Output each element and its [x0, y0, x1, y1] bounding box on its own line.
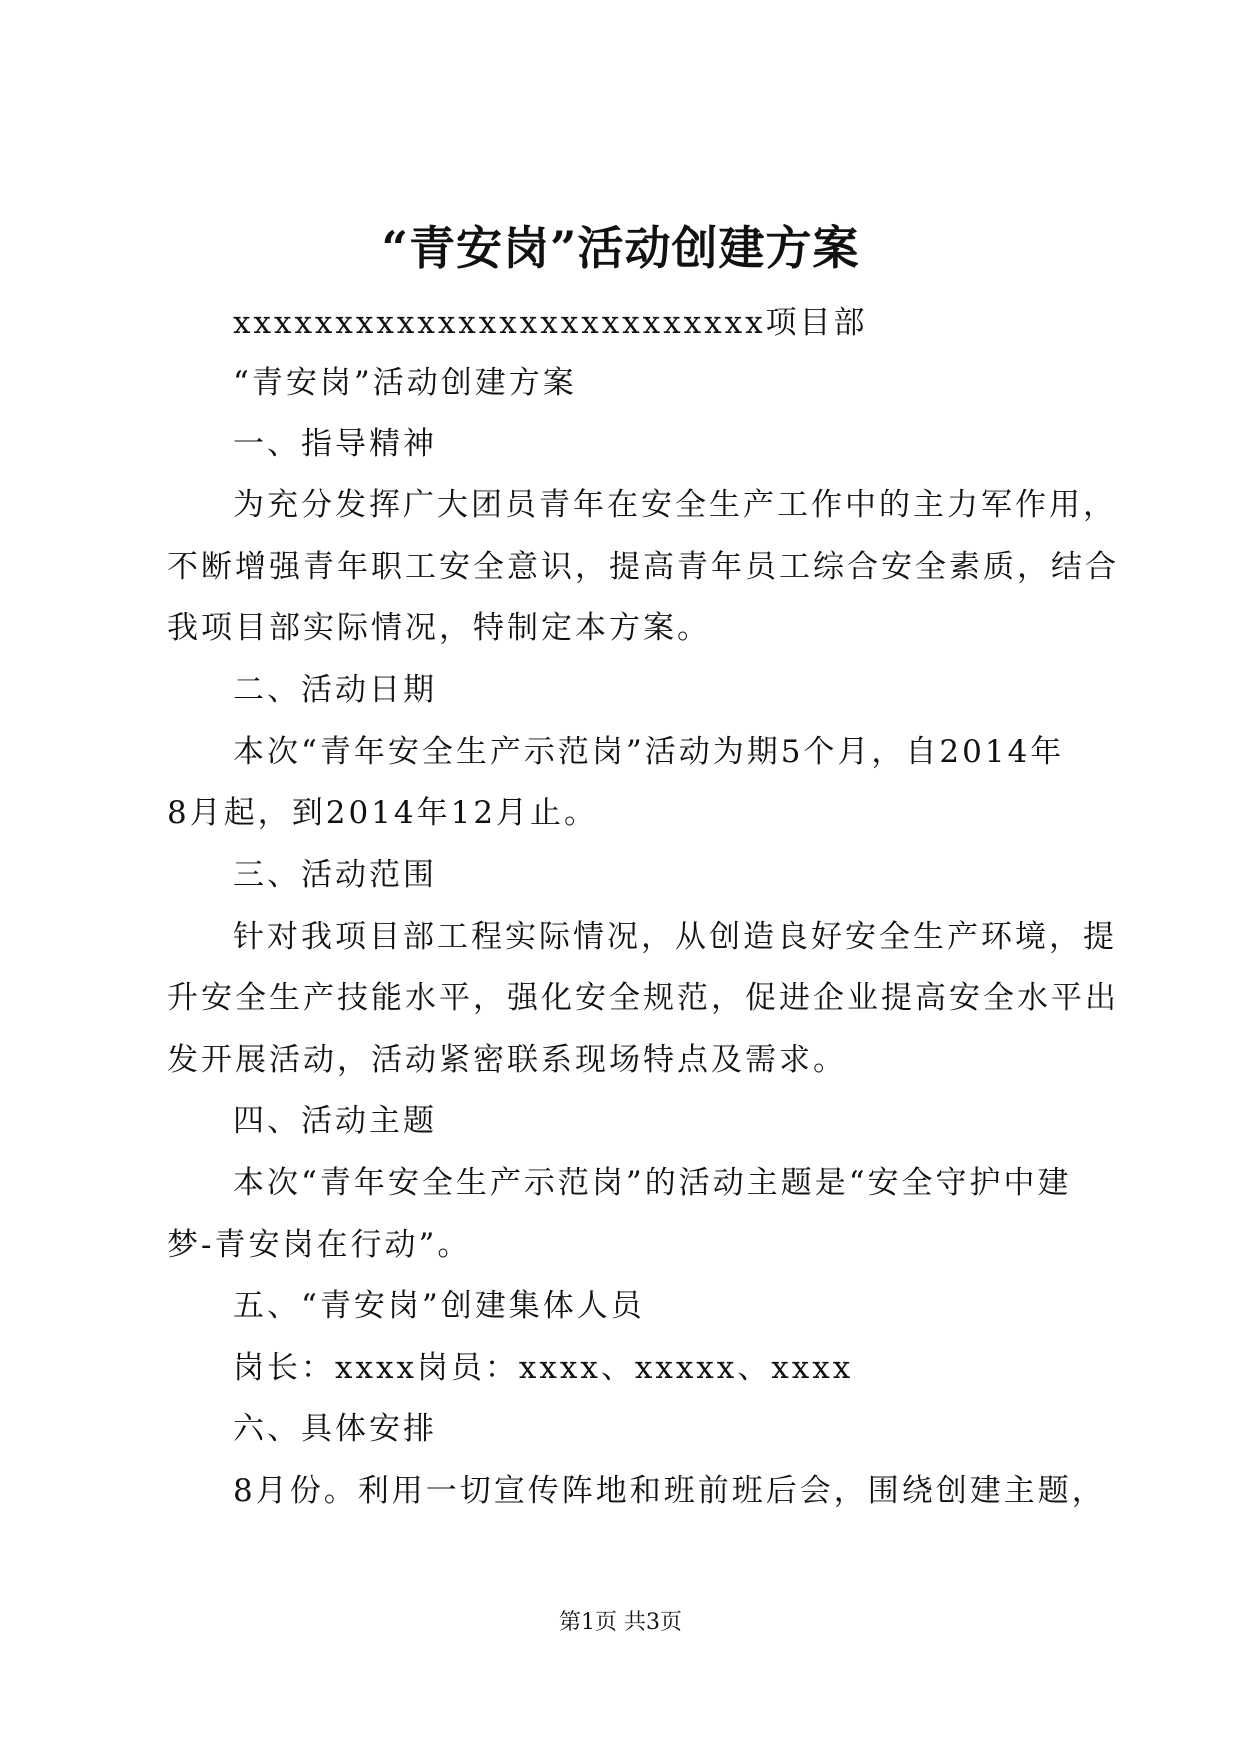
- paragraph-line: 梦-青安岗在行动”。: [167, 1227, 472, 1263]
- paragraph-line: 为充分发挥广大团员青年在安全生产工作中的主力军作用，: [233, 487, 1117, 523]
- section-heading-activity-scope: 三、活动范围: [233, 857, 437, 893]
- document-title: “青安岗”活动创建方案: [381, 221, 860, 275]
- section-heading-activity-theme: 四、活动主题: [233, 1103, 437, 1139]
- paragraph-line: 我项目部实际情况，特制定本方案。: [167, 610, 711, 646]
- project-department-line: xxxxxxxxxxxxxxxxxxxxxxxxxx项目部: [233, 305, 868, 341]
- paragraph-line: 升安全生产技能水平，强化安全规范，促进企业提高安全水平出: [167, 980, 1119, 1016]
- paragraph-line: 针对我项目部工程实际情况，从创造良好安全生产环境，提: [233, 919, 1117, 955]
- plan-subtitle: “青安岗”活动创建方案: [233, 365, 577, 401]
- section-heading-guiding-spirit: 一、指导精神: [233, 426, 437, 462]
- paragraph-line: 本次“青年安全生产示范岗”的活动主题是“安全守护中建: [233, 1165, 1072, 1201]
- section-heading-team-members: 五、“青安岗”创建集体人员: [233, 1288, 645, 1324]
- paragraph-line: 8月份。利用一切宣传阵地和班前班后会，围绕创建主题，: [233, 1473, 1106, 1509]
- paragraph-line: 本次“青年安全生产示范岗”活动为期5个月，自2014年: [233, 734, 1065, 770]
- paragraph-line: 不断增强青年职工安全意识，提高青年员工综合安全素质，结合: [167, 549, 1119, 585]
- section-heading-arrangements: 六、具体安排: [233, 1411, 437, 1447]
- page-footer: 第1页 共3页: [559, 1610, 682, 1635]
- team-members-line: 岗长：xxxx岗员：xxxx、xxxxx、xxxx: [233, 1350, 854, 1386]
- paragraph-line: 发开展活动，活动紧密联系现场特点及需求。: [167, 1042, 847, 1078]
- section-heading-activity-date: 二、活动日期: [233, 672, 437, 708]
- paragraph-line: 8月起，到2014年12月止。: [167, 795, 599, 831]
